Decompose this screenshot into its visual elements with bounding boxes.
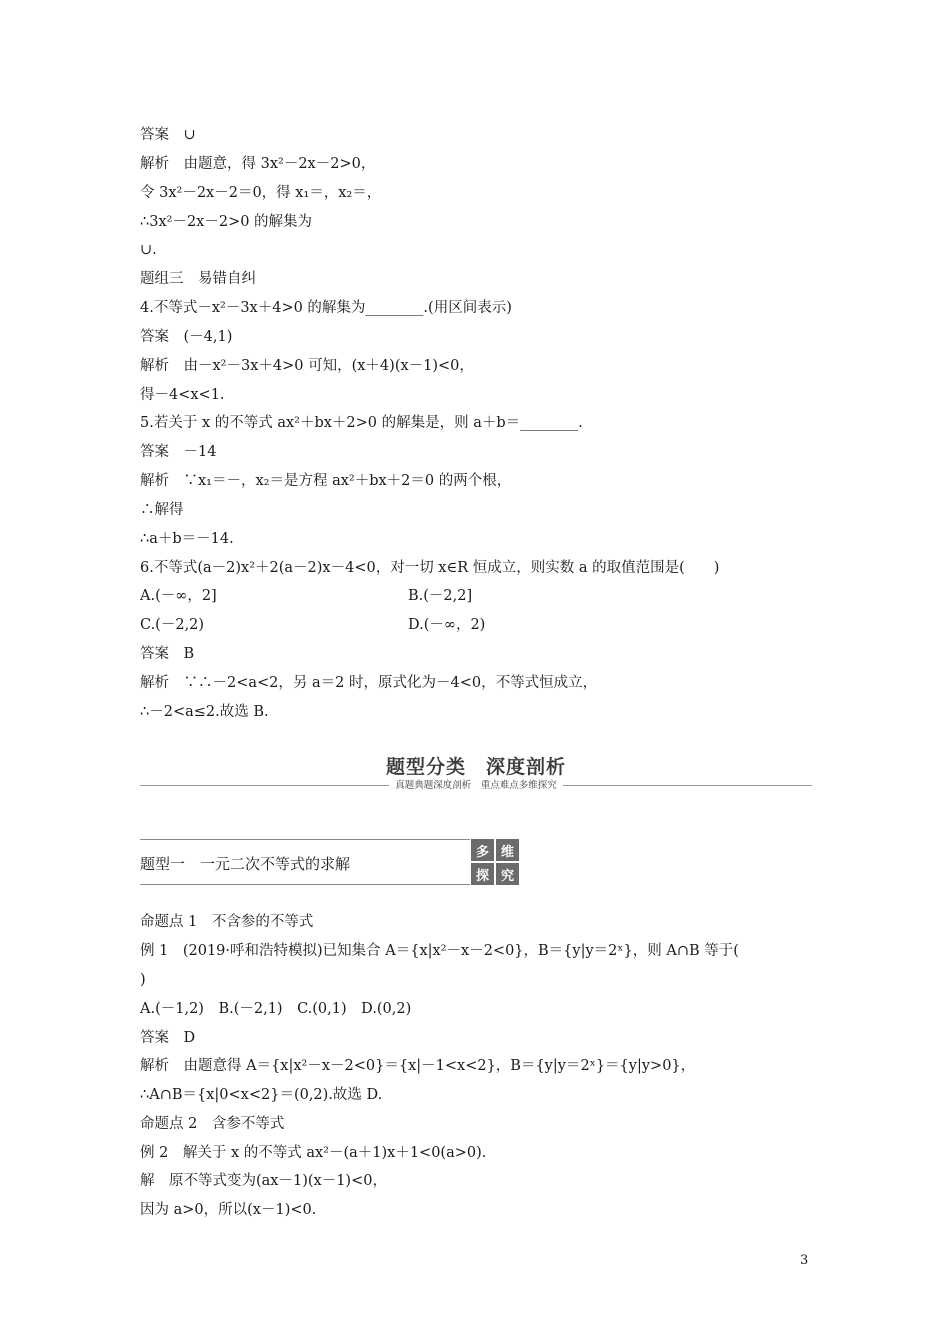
section-heading: 题型一 一元二次不等式的求解 bbox=[140, 855, 351, 873]
analysis-line: 解析 由题意，得 3x²－2x－2>0， bbox=[140, 156, 376, 172]
analysis-line: 解析 由－x²－3x＋4>0 可知，(x＋4)(x－1)<0， bbox=[140, 358, 474, 374]
options-line: A.(－1,2) B.(－2,1) C.(0,1) D.(0,2) bbox=[140, 1001, 412, 1017]
question-5: 5.若关于 x 的不等式 ax²＋bx＋2>0 的解集是，则 a＋b＝________. bbox=[140, 415, 583, 431]
text-line: ∪. bbox=[140, 242, 157, 258]
option-c: C.(－2,2) bbox=[140, 617, 205, 633]
subheading: 命题点 2 含参不等式 bbox=[140, 1116, 285, 1132]
example-1: 例 1 (2019·呼和浩特模拟)已知集合 A＝{x|x²－x－2<0}，B＝{y|y＝2ˣ}，则 A∩B 等于( bbox=[140, 943, 739, 959]
analysis-line: 解析 ∵∴－2<a<2，另 a＝2 时，原式化为－4<0，不等式恒成立， bbox=[140, 675, 598, 691]
text-line: 令 3x²－2x－2＝0，得 x₁＝，x₂＝， bbox=[140, 185, 382, 201]
tag: 探 bbox=[471, 863, 494, 885]
text-line: ∴－2<a≤2.故选 B. bbox=[140, 704, 269, 720]
section-heading-box bbox=[140, 839, 470, 885]
question-6: 6.不等式(a－2)x²＋2(a－2)x－4<0，对一切 x∈R 恒成立，则实数 a 的取值范围是( ) bbox=[140, 560, 720, 576]
question-4: 4.不等式－x²－3x＋4>0 的解集为________.(用区间表示) bbox=[140, 300, 512, 316]
solution-line: 解 原不等式变为(ax－1)(x－1)<0， bbox=[140, 1173, 387, 1189]
tag: 维 bbox=[496, 839, 519, 861]
text-line: 因为 a>0，所以(x－1)<0. bbox=[140, 1202, 317, 1218]
answer-line: 答案 －14 bbox=[140, 444, 217, 460]
text-line: ∴a＋b＝－14. bbox=[140, 531, 234, 547]
subheading: 命题点 1 不含参的不等式 bbox=[140, 914, 314, 930]
page-number: 3 bbox=[800, 1253, 809, 1268]
analysis-line: 解析 ∵x₁＝－，x₂＝是方程 ax²＋bx＋2＝0 的两个根， bbox=[140, 473, 512, 489]
tag: 多 bbox=[471, 839, 494, 861]
analysis-line: 解析 由题意得 A＝{x|x²－x－2<0}＝{x|－1<x<2}，B＝{y|y＝2ˣ}＝{y|y>0}， bbox=[140, 1058, 696, 1074]
answer-line: 答案 ∪ bbox=[140, 127, 196, 143]
option-a: A.(－∞，2] bbox=[140, 588, 217, 604]
text-line: ∴解得 bbox=[140, 502, 184, 518]
example-2: 例 2 解关于 x 的不等式 ax²－(a＋1)x＋1<0(a>0). bbox=[140, 1145, 487, 1161]
option-d: D.(－∞，2) bbox=[408, 617, 486, 633]
banner-title: 题型分类 深度剖析 bbox=[385, 756, 566, 778]
banner-subtitle: 真题典题深度剖析 重点难点多维探究 bbox=[140, 777, 812, 791]
section-banner bbox=[140, 748, 812, 798]
tag: 究 bbox=[496, 863, 519, 885]
text-line: ∴A∩B＝{x|0<x<2}＝(0,2).故选 D. bbox=[140, 1087, 383, 1103]
text-line: ∴3x²－2x－2>0 的解集为 bbox=[140, 214, 313, 230]
answer-line: 答案 (－4,1) bbox=[140, 329, 233, 345]
text-line: ) bbox=[140, 972, 146, 988]
answer-line: 答案 B bbox=[140, 646, 195, 662]
text-line: 得－4<x<1. bbox=[140, 387, 225, 403]
answer-line: 答案 D bbox=[140, 1030, 196, 1046]
option-b: B.(－2,2] bbox=[408, 588, 473, 604]
group-heading: 题组三 易错自纠 bbox=[140, 271, 256, 287]
section-tags bbox=[471, 839, 519, 885]
